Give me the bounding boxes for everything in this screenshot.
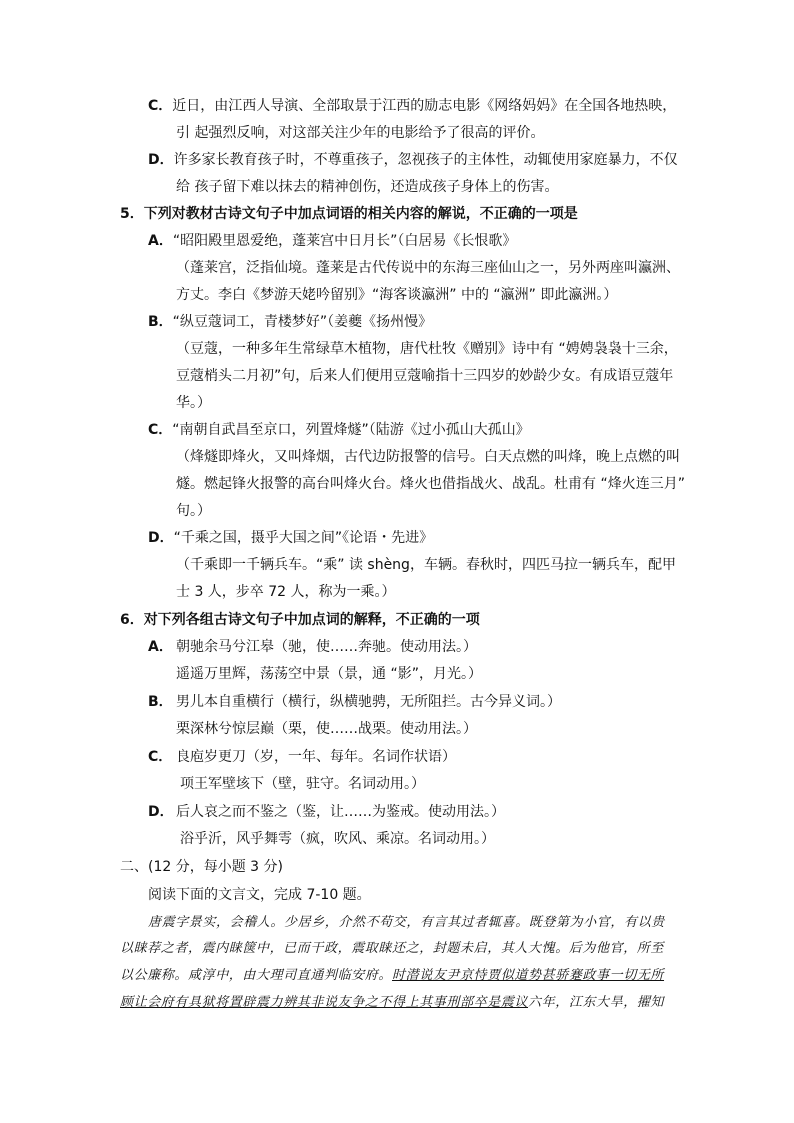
q5-a-note-line2: 方丈。李白《梦游天姥吟留别》“海客谈瀛洲” 中的 “瀛洲” 即此瀛洲。）: [176, 287, 618, 303]
q5-d-note-line1: （千乘即一千辆兵车。“乘” 读 shèng，车辆。春秋时，四匹马拉一辆兵车，配甲: [176, 557, 676, 573]
classical-passage-line1: 唐震字景实，会稽人。少居乡，介然不苟交，有言其过者辄喜。既登第为小官，有以贵: [148, 915, 665, 930]
q5-option-d-label: D．: [148, 530, 174, 546]
q5-option-d: D．“千乘之国，摄乎大国之间”《论语・先进》: [148, 530, 434, 546]
q4-option-d-label: D．: [148, 152, 174, 168]
q5-a-note-line1: （蓬莱宫，泛指仙境。蓬莱是古代传说中的东海三座仙山之一，另外两座叫瀛洲、: [176, 260, 680, 276]
q6-c-line2: 项王军壁垓下（壁，驻守。名词动用。）: [180, 776, 425, 792]
q5-option-c: C．“南朝自武昌至京口，列置烽燧”（陆游《过小孤山大孤山》: [148, 422, 530, 438]
q6-b-line1: 男儿本自重横行（横行，纵横驰骋，无所阻拦。古今异义词。）: [176, 694, 561, 710]
q4-option-c-line1: C．近日，由江西人导演、全部取景于江西的励志电影《网络妈妈》在全国各地热映，: [148, 98, 677, 114]
q5-b-note-line2: 豆蔻梢头二月初”句，后来人们便用豆蔻喻指十三四岁的妙龄少女。有成语豆蔻年: [176, 368, 674, 384]
q5-option-b: B．“纵豆蔻词工，青楼梦好”（姜夔《扬州慢》: [148, 314, 433, 330]
q4-option-d-line2: 给 孩子留下难以抹去的精神创伤，还造成孩子身体上的伤害。: [176, 179, 559, 195]
q5-option-b-label: B．: [148, 314, 173, 330]
q6-a-line1: 朝驰余马兮江皋（驰，使……奔驰。使动用法。）: [176, 639, 477, 655]
q5-stem: 5．下列对教材古诗文句子中加点词语的相关内容的解说，不正确的一项是: [120, 206, 578, 222]
q5-option-a-label: A．: [148, 233, 173, 249]
q5-option-a: A．“昭阳殿里恩爱绝，蓬莱宫中日月长”（白居易《长恨歌》: [148, 233, 517, 249]
q6-d-line2: 浴乎沂，风乎舞雩（疯，吹风、乘凉。名词动用。）: [180, 831, 495, 847]
q4-option-d-line1: D．许多家长教育孩子时，不尊重孩子，忽视孩子的主体性，动辄使用家庭暴力，不仅: [148, 152, 678, 168]
q6-a-line2: 遥遥万里辉，荡荡空中景（景，通 “影”，月光。）: [176, 666, 482, 682]
q6-option-d-label: D．: [148, 804, 174, 820]
classical-passage-line2: 以睐荐之者，震内睐箧中，已而干政，震取睐还之，封题未启，其人大愧。后为他官，所至: [120, 941, 665, 956]
q6-option-a-label: A．: [148, 639, 173, 655]
q5-c-note-line1: （烽燧即烽火，又叫烽烟，古代边防报警的信号。白天点燃的叫烽，晚上点燃的叫: [176, 449, 680, 465]
reading-instruction: 阅读下面的文言文，完成 7-10 题。: [148, 887, 371, 903]
q6-b-line2: 栗深林兮惊层巅（栗，使……战栗。使动用法。）: [176, 721, 477, 737]
q6-option-b-label: B．: [148, 694, 173, 710]
q6-stem: 6．对下列各组古诗文句子中加点词的解释，不正确的一项: [120, 612, 480, 628]
underlined-sentence-part1: 时潜说友尹京恃贾似道势甚骄蹇政事一切无所: [392, 968, 665, 983]
classical-passage-line4: 顾让会府有具狱将置辟震力辨其非说友争之不得上其事刑部卒是震议六年，江东大旱，擢知: [120, 995, 665, 1010]
q5-c-note-line2: 燧。燃起锋火报警的高台叫烽火台。烽火也借指战火、战乱。杜甫有 “烽火连三月”: [176, 476, 685, 492]
q5-b-note-line3: 华。）: [176, 395, 211, 411]
q4-option-c-line2: 引 起强烈反响，对这部关注少年的电影给予了很高的评价。: [176, 125, 545, 141]
q5-b-note-line1: （豆蔻，一种多年生常绿草木植物，唐代杜牧《赠别》诗中有 “娉娉袅袅十三余，: [176, 341, 678, 357]
q5-c-note-line3: 句。）: [176, 503, 211, 519]
q5-d-note-line2: 士 3 人，步卒 72 人，称为一乘。）: [176, 584, 396, 600]
q5-option-c-label: C．: [148, 422, 173, 438]
section-heading: 二、(12 分，每小题 3 分): [120, 859, 283, 875]
q4-option-c-label: C．: [148, 98, 173, 114]
classical-passage-line3: 以公廉称。咸淳中，由大理司直通判临安府。时潜说友尹京恃贾似道势甚骄蹇政事一切无所: [120, 968, 665, 983]
underlined-sentence-part2: 顾让会府有具狱将置辟震力辨其非说友争之不得上其事刑部卒是震议: [120, 995, 529, 1010]
q6-d-line1: 后人哀之而不鉴之（鉴，让……为鉴戒。使动用法。）: [176, 804, 505, 820]
q6-option-c-label: C．: [148, 749, 173, 765]
q6-c-line1: 良庖岁更刀（岁，一年、每年。名词作状语）: [176, 749, 456, 765]
